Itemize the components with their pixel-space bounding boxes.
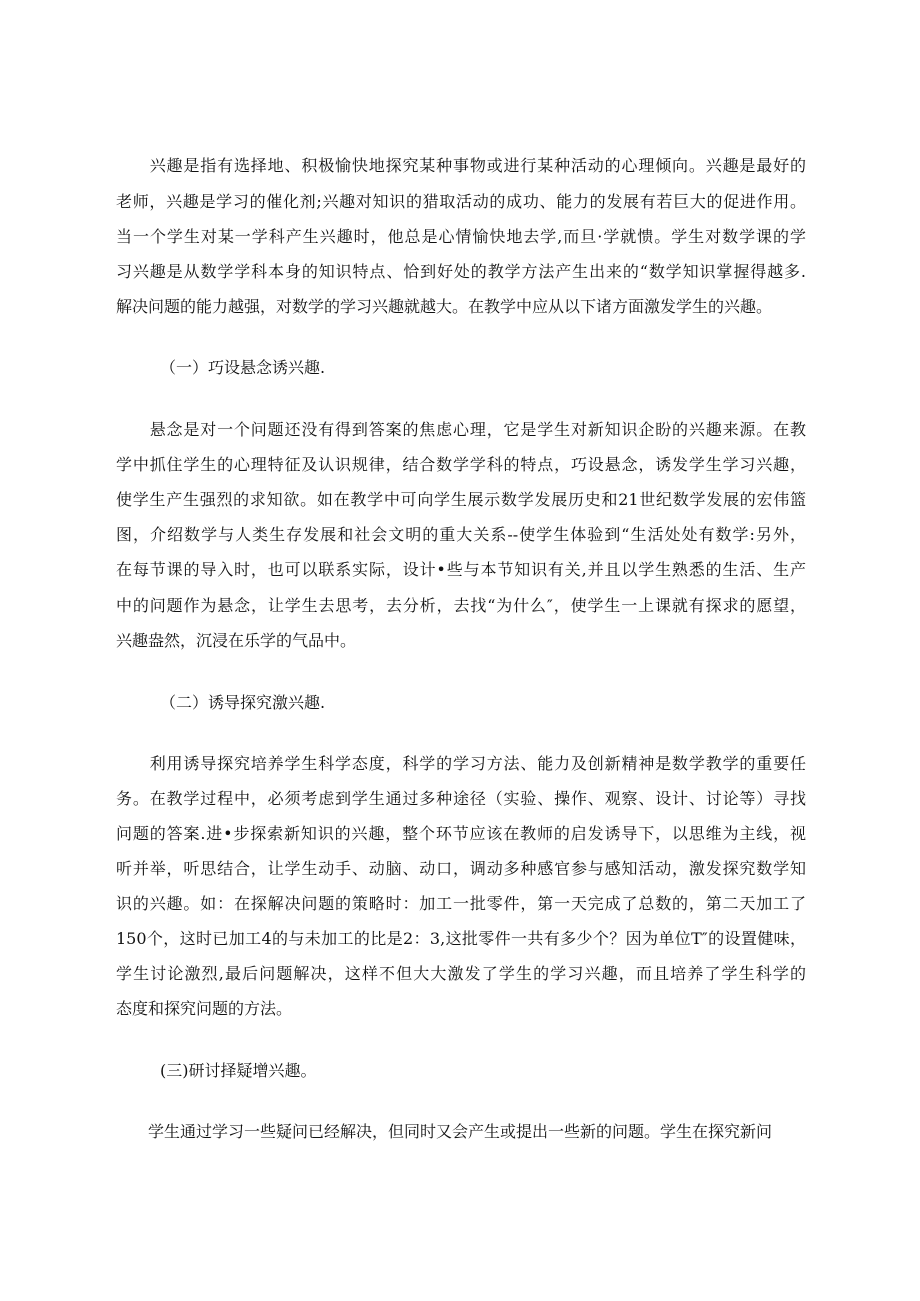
paragraph-line: 问题的答案.进•步探索新知识的兴趣，整个环节应该在教师的启发诱导下，以思维为主线，视 [116,824,806,843]
section-heading-3: (三)研讨择疑增兴趣。 [160,1061,317,1080]
paragraph-line: 态度和探究问题的方法。 [116,999,293,1018]
paragraph-line: 当一个学生对某一学科产生兴趣时，他总是心情愉快地去学,而旦·学就愦。学生对数学课的学 [116,227,806,246]
paragraph-line: 兴趣是指有选择地、积极愉快地探究某种事物或进行某种活动的心理倾向。兴趣是最好的 [116,156,806,175]
paragraph-line: 解决问题的能力越强，对数学的学习兴趣就越大。在教学中应从以下诸方面激发学生的兴趣。 [116,297,773,316]
paragraph-line: 图，介绍数学与人类生存发展和社会文明的重大关系--使学生体验到“生活处处有数学:另外， [116,525,806,544]
paragraph-line: 务。在教学过程中，必须考虑到学生通过多种途径（实验、操作、观察、设计、讨论等）寻找 [116,789,806,808]
paragraph-line: 使学生产生强烈的求知欲。如在教学中可向学生展示数学发展历史和21世纪数学发展的宏伟篮 [116,490,806,509]
paragraph-line: 学生讨论激烈,最后问题解决，这样不但大大激发了学生的学习兴趣，而且培养了学生科学的 [116,964,806,983]
paragraph-line: 识的兴趣。如：在探解决问题的策略时：加工一批零件，第一天完成了总数的，第二天加工了 [116,894,806,913]
section-heading-2: （二）诱导探究激兴趣. [160,693,326,712]
paragraph-line: 老师，兴趣是学习的催化剂;兴趣对知识的猎取活动的成功、能力的发展有若巨大的促进作用。 [116,192,806,211]
paragraph-line: 习兴趣是从数学学科本身的知识特点、恰到好处的教学方法产生出来的“数学知识掌握得越多. [116,262,806,281]
paragraph-line: 中的问题作为悬念，让学生去思考，去分析，去找“为什么″，使学生一上课就有探求的愿望， [116,596,806,615]
paragraph-line: 利用诱导探究培养学生科学态度，科学的学习方法、能力及创新精神是数学教学的重要任 [116,754,806,773]
paragraph-line: 学中抓住学生的心理特征及认识规律，结合数学学科的特点，巧设悬念，诱发学生学习兴趣， [116,455,806,474]
paragraph-line: 学生通过学习一些疑问已经解决，但同时又会产生或提出一些新的问题。学生在探究新问 [116,1122,773,1141]
paragraph-line: 听并举，听思结合，让学生动手、动脑、动口，调动多种感官参与感知活动，激发探究数学知 [116,859,806,878]
paragraph-line: 150个，这时已加工4的与未加工的比是2：3,这批零件一共有多少个？因为单位T″的设置健味， [116,929,806,948]
section-heading-1: （一）巧设悬念诱兴趣. [160,358,326,377]
paragraph-line: 兴趣盎然，沉浸在乐学的气品中。 [116,631,357,650]
paragraph-line: 悬念是对一个问题还没有得到答案的焦虑心理，它是学生对新知识企盼的兴趣来源。在教 [116,420,806,439]
paragraph-line: 在每节课的导入时，也可以联系实际，设计•些与本节知识有关,并且以学生熟悉的生活、生产 [116,560,806,579]
